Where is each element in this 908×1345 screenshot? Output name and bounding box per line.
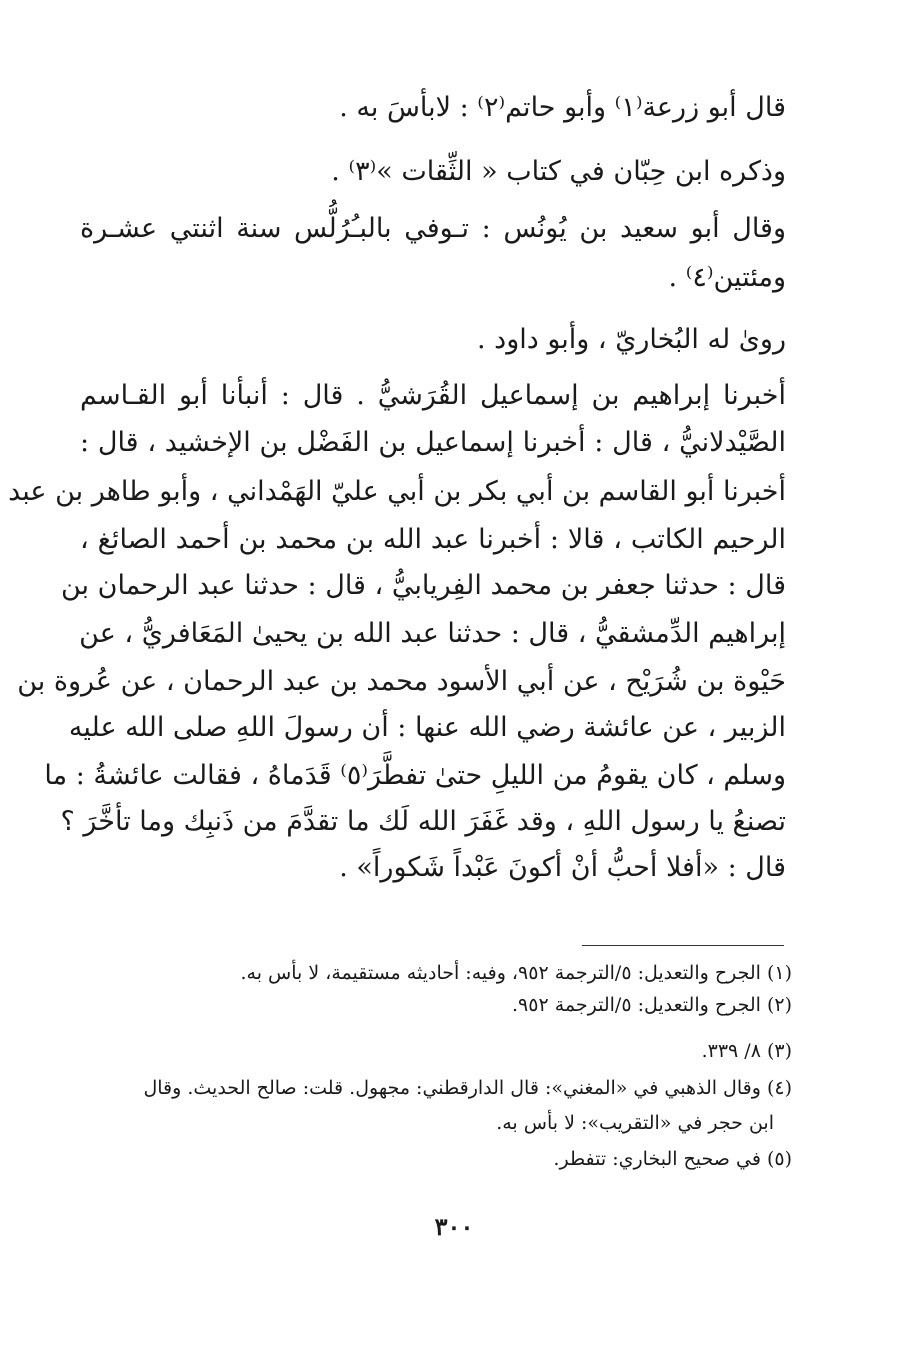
hadith-line-7: حَيْوة بن شُرَيْح ، عن أبي الأسود محمد بن عبد الرحمان ، عن عُروة بن: [17, 666, 786, 697]
footnote-3: (٣) ٨/ ٣٣٩.: [701, 1040, 792, 1062]
hadith-line-10: تصنعُ يا رسول اللهِ ، وقد غَفَرَ الله لَك ما تقدَّمَ من ذَنبِك وما تأخَّرَ ؟: [60, 806, 786, 837]
body-line-4: ومئتين⁽٤⁾ .: [668, 262, 786, 293]
hadith-line-1: أخبرنا إبراهيم بن إسماعيل القُرَشيُّ . قال : أنبأنا أبو القـاسم: [80, 380, 786, 411]
footnote-2: (٢) الجرح والتعديل: ٥/الترجمة ٩٥٢.: [512, 994, 792, 1016]
body-line-5: روىٰ له البُخاريّ ، وأبو داود .: [477, 324, 786, 355]
hadith-line-5: قال : حدثنا جعفر بن محمد الفِريابيُّ ، قال : حدثنا عبد الرحمان بن: [60, 570, 786, 601]
hadith-line-8: الزبير ، عن عائشة رضي الله عنها : أن رسولَ اللهِ صلى الله عليه: [68, 712, 786, 743]
footnote-1: (١) الجرح والتعديل: ٥/الترجمة ٩٥٢، وفيه: أحاديثه مستقيمة، لا بأس به.: [240, 962, 792, 984]
body-line-3: وقال أبو سعيد بن يُونُس : تـوفي بالبـُرُلُّس سنة اثنتي عشـرة: [80, 213, 786, 244]
hadith-line-11: قال : «أفلا أحبُّ أنْ أكونَ عَبْداً شَكوراً» .: [339, 852, 786, 883]
footnote-separator: [582, 945, 784, 946]
hadith-line-9: وسلم ، كان يقومُ من الليلِ حتىٰ تفطَّرَ⁽٥⁾ قَدَماهُ ، فقالت عائشةُ : ما: [44, 760, 786, 791]
body-line-1: قال أبو زرعة⁽١⁾ وأبو حاتم⁽٢⁾ : لابأسَ به .: [339, 92, 786, 123]
footnote-4-continued: ابن حجر في «التقريب»: لا بأس به.: [496, 1112, 774, 1134]
body-line-2: وذكره ابن حِبّان في كتاب « الثِّقات »⁽٣⁾ .: [331, 156, 786, 187]
footnote-5: (٥) في صحيح البخاري: تتفطر.: [553, 1148, 792, 1170]
hadith-line-3: أخبرنا أبو القاسم بن أبي بكر بن أبي عليّ الهَمْداني ، وأبو طاهر بن عبد: [8, 476, 786, 507]
page-number: ٣٠٠: [434, 1212, 474, 1241]
footnote-4: (٤) وقال الذهبي في «المغني»: قال الدارقطني: مجهول. قلت: صالح الحديث. وقال: [143, 1077, 792, 1099]
hadith-line-6: إبراهيم الدِّمشقيُّ ، قال : حدثنا عبد الله بن يحيىٰ المَعَافريُّ ، عن: [79, 618, 786, 649]
hadith-line-2: الصَّيْدلانيُّ ، قال : أخبرنا إسماعيل بن الفَضْل بن الإخشيد ، قال :: [80, 427, 786, 458]
hadith-line-4: الرحيم الكاتب ، قالا : أخبرنا عبد الله بن محمد بن أحمد الصائغ ،: [80, 524, 786, 555]
